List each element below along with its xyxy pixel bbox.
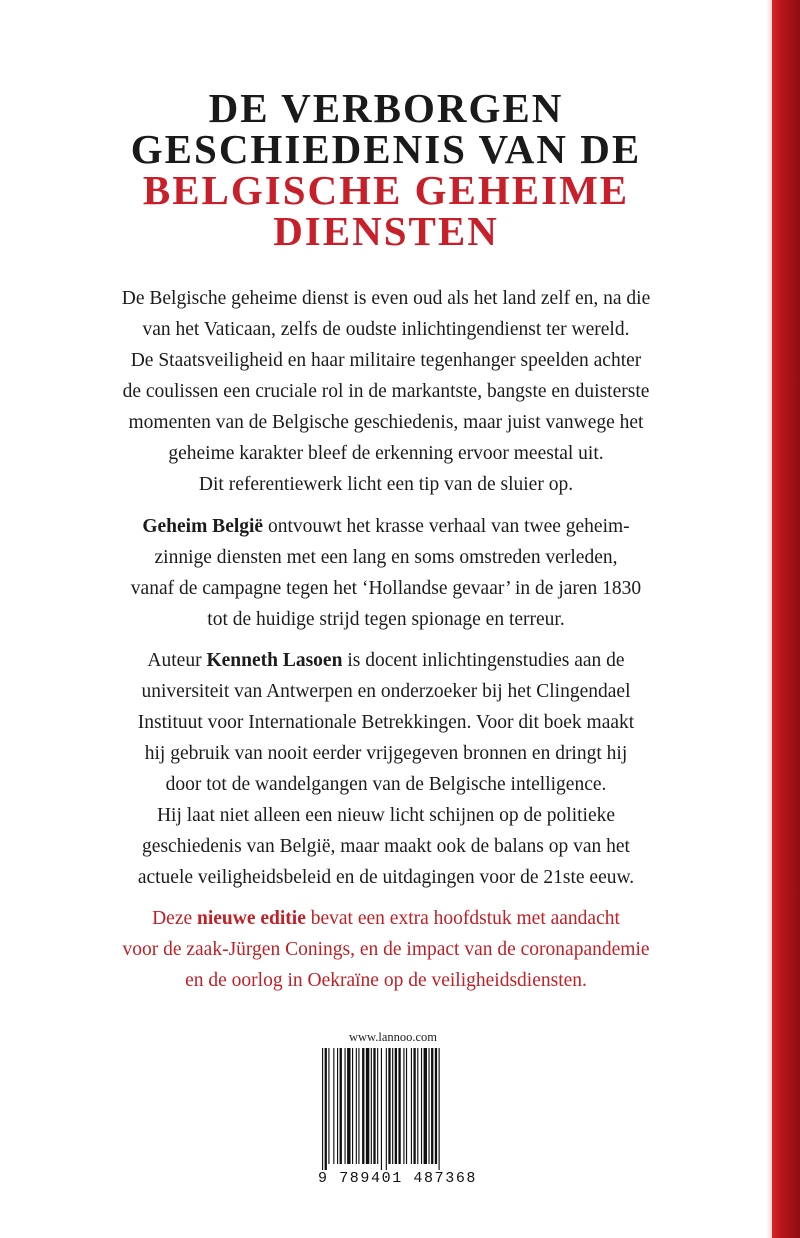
blurb-text: Deze xyxy=(152,908,198,929)
barcode-bar xyxy=(337,1048,338,1164)
blurb-text: Auteur xyxy=(147,650,207,671)
blurb-line: voor de zaak-Jürgen Conings, en de impact van de coronapandemie xyxy=(122,939,650,960)
blurb-line: vanaf de campagne tegen het ‘Hollandse gevaar’ in de jaren 1830 xyxy=(130,578,642,599)
blurb-line: momenten van de Belgische geschiedenis, maar juist vanwege het xyxy=(128,412,644,433)
barcode-bar xyxy=(406,1048,407,1164)
blurb-line: De Staatsveiligheid en haar militaire tegenhanger speelden achter xyxy=(130,350,642,371)
barcode-bar xyxy=(395,1048,397,1164)
barcode-bar xyxy=(431,1048,433,1164)
blurb-line: en de oorlog in Oekraïne op de veiligheidsdiensten. xyxy=(185,970,587,991)
barcode-bar xyxy=(371,1048,372,1164)
blurb-line xyxy=(0,645,772,676)
new-edition-note xyxy=(0,903,772,996)
barcode-bar xyxy=(388,1048,390,1164)
barcode-bar xyxy=(403,1048,404,1164)
barcode-bar xyxy=(322,1048,323,1170)
blurb-line: van het Vaticaan, zelfs de oudste inlichtingendienst ter wereld. xyxy=(142,319,630,340)
barcode-bar xyxy=(356,1048,357,1164)
barcode-bar xyxy=(386,1048,387,1170)
blurb-line: Instituut voor Internationale Betrekkingen. Voor dit boek maakt xyxy=(137,712,635,733)
barcode-bar xyxy=(373,1048,375,1164)
blurb-line: hij gebruik van nooit eerder vrijgegeven bronnen en dringt hij xyxy=(144,743,628,764)
blurb-paragraph-2 xyxy=(0,511,772,635)
blurb-line: tot de huidige strijd tegen spionage en terreur. xyxy=(207,609,565,630)
barcode-bar xyxy=(428,1048,429,1164)
publisher-url: www.lannoo.com xyxy=(348,1030,438,1044)
barcode-bar xyxy=(411,1048,412,1164)
title-line-1: DE VERBORGEN xyxy=(208,85,564,131)
barcode-bar xyxy=(366,1048,369,1164)
cover-title xyxy=(0,85,772,254)
blurb-paragraph-1 xyxy=(0,283,772,500)
barcode-bar xyxy=(413,1048,415,1164)
blurb-line: De Belgische geheime dienst is even oud als het land zelf en, na die xyxy=(121,288,651,309)
barcode-bar xyxy=(398,1048,400,1164)
isbn-number: 9 789401 487368 xyxy=(318,1170,478,1187)
barcode-bar xyxy=(347,1048,350,1164)
blurb-line: zinnige diensten met een lang en soms omstreden verleden, xyxy=(154,547,618,568)
barcode-graphic xyxy=(318,1048,468,1170)
barcode-bar xyxy=(340,1048,342,1164)
blurb-line: de coulissen een cruciale rol in de markantste, bangste en duisterste xyxy=(122,381,650,402)
blurb-line: Hij laat niet alleen een nieuw licht schijnen op de politieke xyxy=(156,805,616,826)
barcode-bar xyxy=(358,1048,359,1164)
blurb-line xyxy=(0,903,772,934)
blurb-line: universiteit van Antwerpen en onderzoeker bij het Clingendael xyxy=(141,681,631,702)
blurb-text: is docent inlichtingenstudies aan de xyxy=(342,650,625,671)
barcode-bar xyxy=(417,1048,418,1164)
blurb-line xyxy=(0,511,772,542)
barcode-bar xyxy=(345,1048,346,1164)
blurb-text: bevat een extra hoofdstuk met aandacht xyxy=(305,908,620,929)
barcode-bar xyxy=(377,1048,378,1164)
new-edition-highlight: nieuwe editie xyxy=(197,908,306,929)
barcode-bar xyxy=(328,1048,329,1164)
blurb-line: actuele veiligheidsbeleid en de uitdagingen voor de 21ste eeuw. xyxy=(137,867,635,888)
author-paragraph xyxy=(0,645,772,893)
blurb-line: geschiedenis van België, maar maakt ook de balans op van het xyxy=(142,836,630,857)
title-line-2: GESCHIEDENIS VAN DE xyxy=(130,126,642,172)
book-title-bold: Geheim België xyxy=(142,516,264,537)
title-line-3: BELGISCHE GEHEIME xyxy=(142,167,630,213)
author-name: Kenneth Lasoen xyxy=(206,650,343,671)
barcode-bar xyxy=(325,1048,327,1170)
blurb-line: door tot de wandelgangen van de Belgische intelligence. xyxy=(165,774,607,795)
barcode-bar xyxy=(381,1048,382,1170)
blurb-line: geheime karakter bleef de erkenning ervoor meestal uit. xyxy=(168,443,604,464)
barcode-bar xyxy=(421,1048,422,1164)
barcode-bar xyxy=(435,1048,437,1164)
barcode-bar xyxy=(424,1048,427,1164)
title-line-4: DIENSTEN xyxy=(273,208,499,254)
barcode-bar xyxy=(362,1048,364,1164)
spine-red-edge xyxy=(772,0,800,1238)
isbn-barcode xyxy=(318,1048,468,1183)
barcode-bar xyxy=(333,1048,334,1164)
blurb-line: Dit referentiewerk licht een tip van de sluier op. xyxy=(198,474,574,495)
blurb-text: ontvouwt het krasse verhaal van twee geheim- xyxy=(263,516,630,537)
barcode-bar xyxy=(439,1048,440,1170)
barcode-bar xyxy=(392,1048,393,1164)
barcode-bar xyxy=(352,1048,353,1164)
